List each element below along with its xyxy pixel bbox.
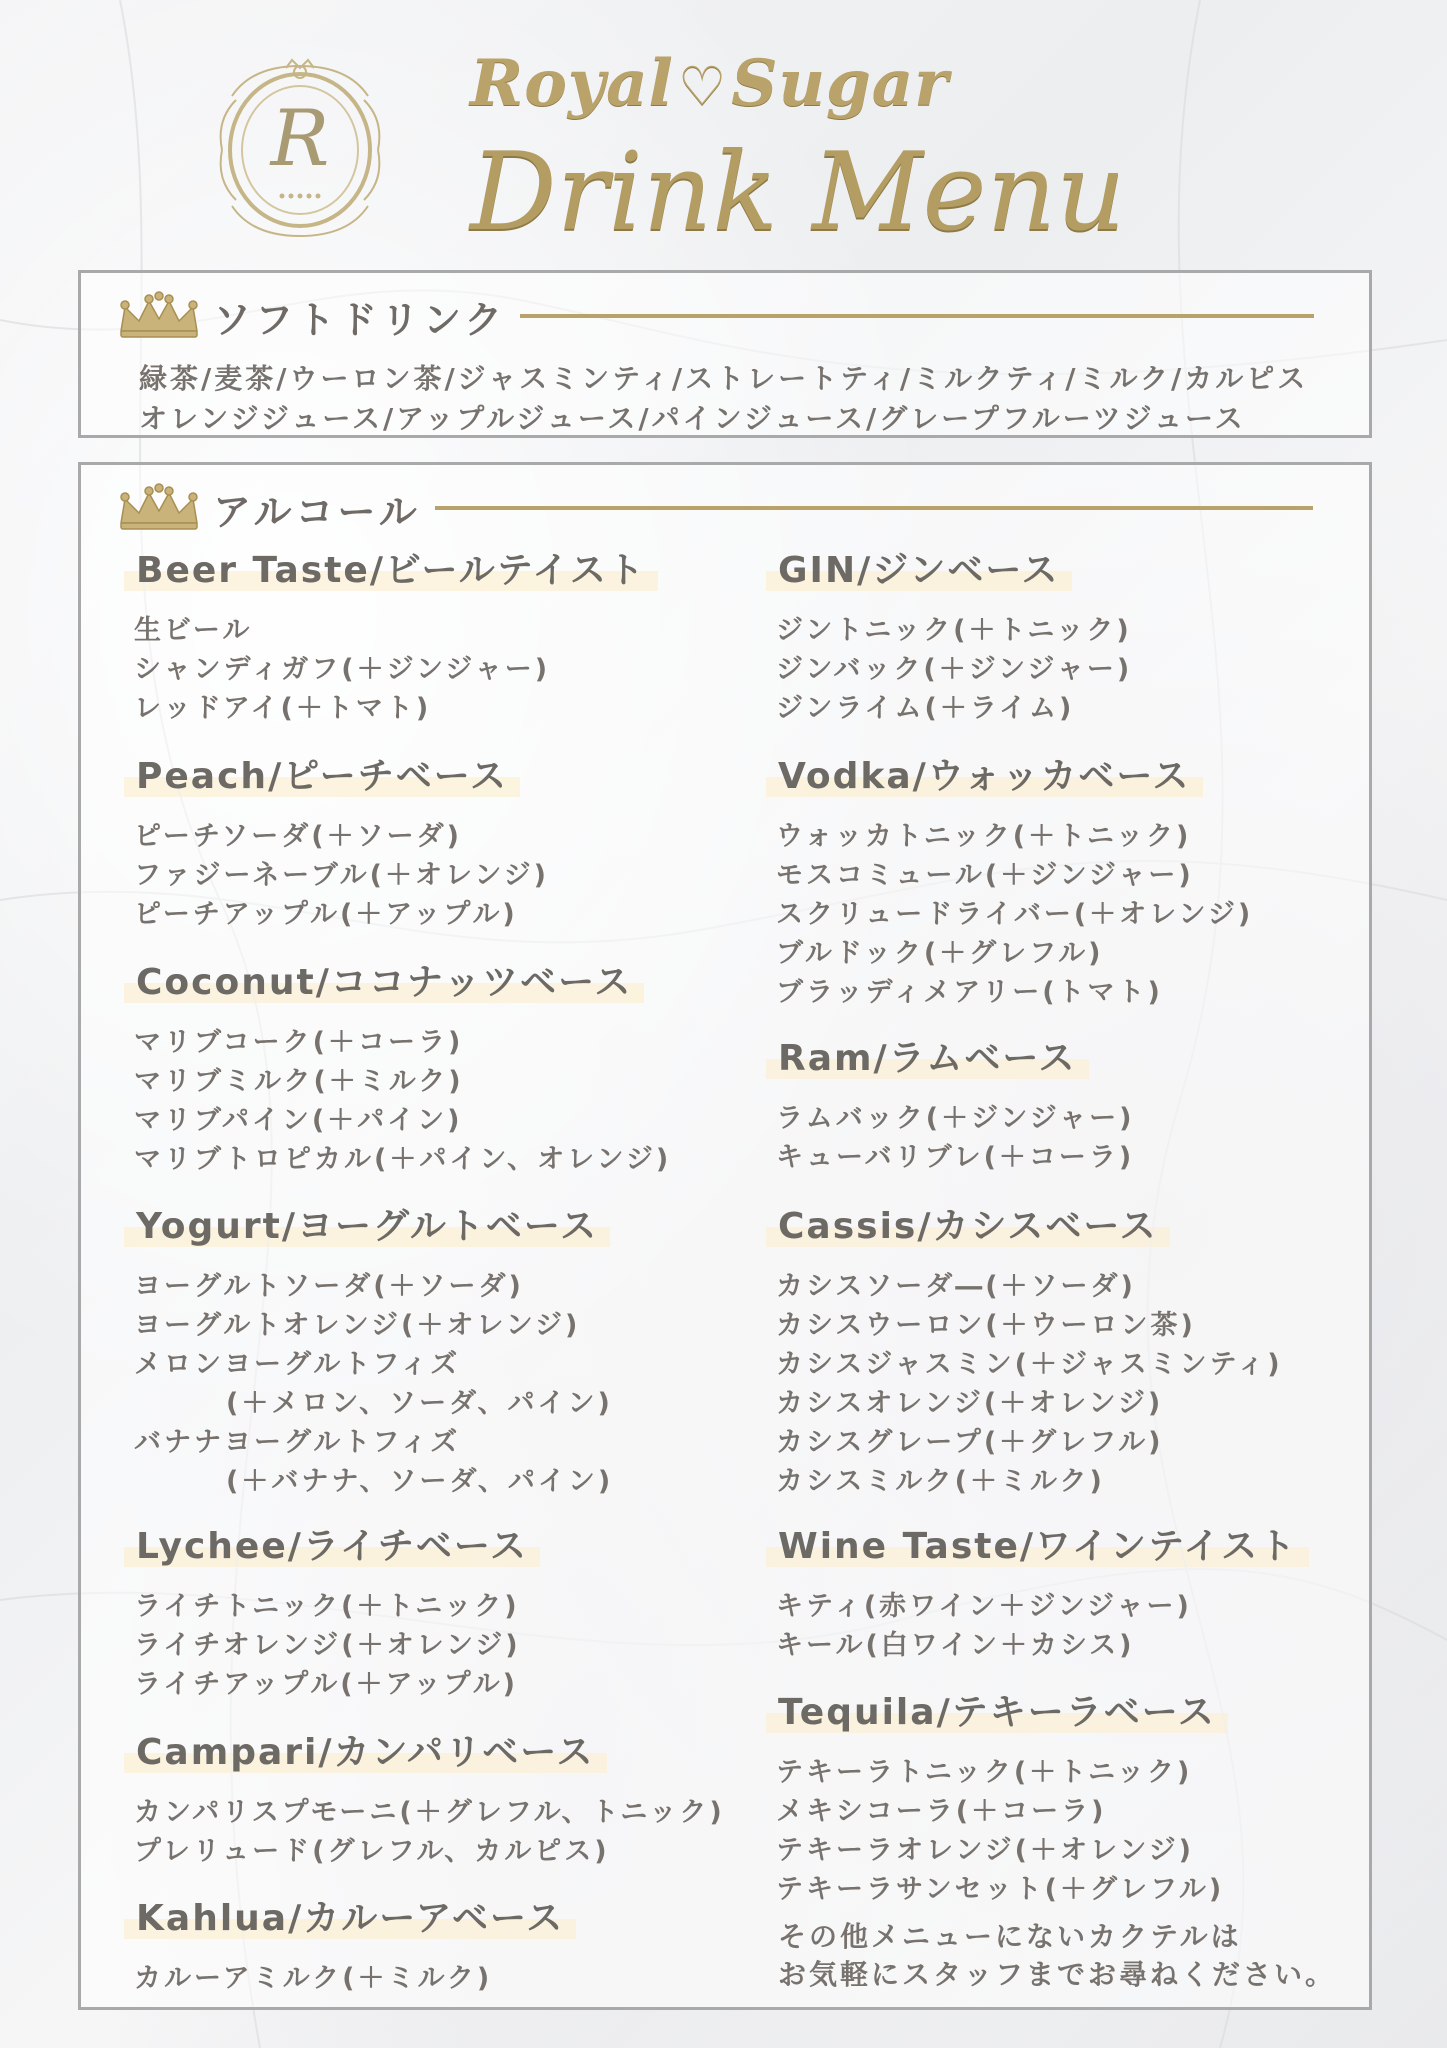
menu-item: プレリュード(グレフル、カルピス) (134, 1836, 610, 1867)
alcohol-title: アルコール (213, 489, 421, 534)
menu-item: メロンヨーグルトフィズ (134, 1349, 461, 1380)
header-divider (435, 506, 1313, 510)
item-list (134, 817, 549, 934)
menu-item: マリブトロピカル(＋パイン、オレンジ) (134, 1144, 672, 1175)
category-title: Lychee/ライチベース (136, 1526, 529, 1567)
menu-item: カシスジャスミン(＋ジャスミンティ) (776, 1349, 1283, 1380)
category-lychee (134, 1518, 540, 1704)
soft-drink-section (78, 270, 1372, 438)
menu-item: ブルドック(＋グレフル) (776, 938, 1104, 969)
category-title: Kahlua/カルーアベース (136, 1898, 565, 1939)
menu-item: カシスグレープ(＋グレフル) (776, 1427, 1164, 1458)
item-list (134, 1959, 576, 1998)
item-list (776, 817, 1253, 1012)
menu-item: ピーチアップル(＋アップル) (134, 899, 518, 930)
category-kahlua (134, 1890, 576, 1998)
menu-item: マリブミルク(＋ミルク) (134, 1066, 464, 1097)
menu-item: カルーアミルク(＋ミルク) (134, 1963, 493, 1994)
category-peach (134, 748, 549, 934)
menu-item: ピーチソーダ(＋ソーダ) (134, 821, 462, 852)
menu-item: テキーラサンセット(＋グレフル) (776, 1874, 1225, 1905)
menu-item: ジンライム(＋ライム) (776, 693, 1075, 724)
menu-item: ウォッカトニック(＋トニック) (776, 821, 1192, 852)
category-coconut (134, 954, 671, 1179)
brand-name (470, 46, 1170, 121)
item-list (776, 1753, 1228, 1909)
header-divider (520, 314, 1314, 318)
category-tequila (776, 1684, 1228, 1909)
item-list (134, 1793, 725, 1871)
menu-item: ジントニック(＋トニック) (776, 615, 1132, 646)
category-ram (776, 1030, 1135, 1177)
item-list (776, 611, 1132, 728)
menu-item: ライチトニック(＋トニック) (134, 1591, 520, 1622)
menu-item: ブラッディメアリー(トマト) (776, 977, 1163, 1008)
menu-item: ラムバック(＋ジンジャー) (776, 1103, 1135, 1134)
soft-drink-list (139, 359, 1369, 439)
menu-item-detail: (＋メロン、ソーダ、パイン) (226, 1388, 613, 1419)
page-title: Drink Menu (470, 130, 1126, 255)
category-gin (776, 542, 1132, 728)
menu-item: マリブパイン(＋パイン) (134, 1105, 463, 1136)
category-title: Peach/ピーチベース (136, 756, 508, 797)
menu-item: キューバリブレ(＋コーラ) (776, 1142, 1135, 1173)
menu-item: キティ(赤ワイン＋ジンジャー) (776, 1591, 1192, 1622)
menu-item: ファジーネーブル(＋オレンジ) (134, 860, 550, 891)
category-title: Campari/カンパリベース (136, 1732, 595, 1773)
category-cassis (776, 1198, 1283, 1501)
footer-note-line-2: お気軽にスタッフまでお尋ねください。 (778, 1958, 1337, 1991)
category-title: Wine Taste/ワインテイスト (778, 1526, 1298, 1567)
brand-logo (212, 56, 388, 240)
item-list (776, 1267, 1283, 1501)
footer-note-line-1: その他メニューにないカクテルは (778, 1920, 1242, 1953)
soft-drink-line-2: オレンジジュース/アップルジュース/パインジュース/グレープフルーツジュース (139, 402, 1246, 435)
menu-item: ライチアップル(＋アップル) (134, 1669, 518, 1700)
category-title: Beer Taste/ビールテイスト (136, 550, 646, 591)
menu-item: カシスソーダ―(＋ソーダ) (776, 1271, 1136, 1302)
soft-drink-line-1: 緑茶/麦茶/ウーロン茶/ジャスミンティ/ストレートティ/ミルクティ/ミルク/カルピス (139, 362, 1309, 395)
menu-item: マリブコーク(＋コーラ) (134, 1027, 464, 1058)
menu-item: ライチオレンジ(＋オレンジ) (134, 1630, 521, 1661)
category-title: GIN/ジンベース (778, 550, 1060, 591)
menu-item: モスコミュール(＋ジンジャー) (776, 860, 1194, 891)
footer-note (778, 1918, 1378, 1994)
heart-icon: ♡ (677, 54, 728, 118)
category-wine (776, 1518, 1309, 1665)
menu-item: キール(白ワイン＋カシス) (776, 1630, 1135, 1661)
menu-item: メキシコーラ(＋コーラ) (776, 1796, 1107, 1827)
crown-icon (115, 291, 203, 341)
menu-item: ヨーグルトオレンジ(＋オレンジ) (134, 1310, 581, 1341)
category-title: Ram/ラムベース (778, 1038, 1077, 1079)
brand-left: Royal (470, 46, 674, 121)
logo-letter: R (270, 94, 330, 184)
menu-item: カシスオレンジ(＋オレンジ) (776, 1388, 1164, 1419)
soft-drink-title: ソフトドリンク (213, 297, 507, 342)
menu-item: 生ビール (134, 615, 253, 646)
category-yogurt (134, 1198, 613, 1501)
category-title: Cassis/カシスベース (778, 1206, 1158, 1247)
brand-right: Sugar (731, 46, 949, 121)
menu-item: カンパリスプモーニ(＋グレフル、トニック) (134, 1797, 725, 1828)
category-vodka (776, 748, 1253, 1012)
category-title: Vodka/ウォッカベース (778, 756, 1191, 797)
item-list (134, 1267, 613, 1501)
crown-icon (115, 483, 203, 533)
category-title: Tequila/テキーラベース (778, 1692, 1216, 1733)
menu-item-detail: (＋バナナ、ソーダ、パイン) (226, 1466, 614, 1497)
menu-item: シャンディガフ(＋ジンジャー) (134, 654, 551, 685)
category-title: Coconut/ココナッツベース (136, 962, 633, 1003)
menu-item: カシスミルク(＋ミルク) (776, 1466, 1105, 1497)
category-title: Yogurt/ヨーグルトベース (136, 1206, 599, 1247)
item-list (776, 1099, 1135, 1177)
item-list (134, 1023, 671, 1179)
menu-item: テキーラトニック(＋トニック) (776, 1757, 1193, 1788)
category-beer (134, 542, 658, 728)
menu-item: テキーラオレンジ(＋オレンジ) (776, 1835, 1194, 1866)
item-list (134, 611, 658, 728)
menu-item: カシスウーロン(＋ウーロン茶) (776, 1310, 1196, 1341)
menu-item: レッドアイ(＋トマト) (134, 693, 432, 724)
menu-item: ジンバック(＋ジンジャー) (776, 654, 1133, 685)
menu-item: スクリュードライバー(＋オレンジ) (776, 899, 1254, 930)
item-list (776, 1587, 1309, 1665)
item-list (134, 1587, 540, 1704)
alcohol-header (115, 483, 1313, 533)
menu-item: ヨーグルトソーダ(＋ソーダ) (134, 1271, 524, 1302)
category-campari (134, 1724, 725, 1871)
soft-drink-header (115, 291, 1314, 341)
menu-item: バナナヨーグルトフィズ (134, 1427, 461, 1458)
